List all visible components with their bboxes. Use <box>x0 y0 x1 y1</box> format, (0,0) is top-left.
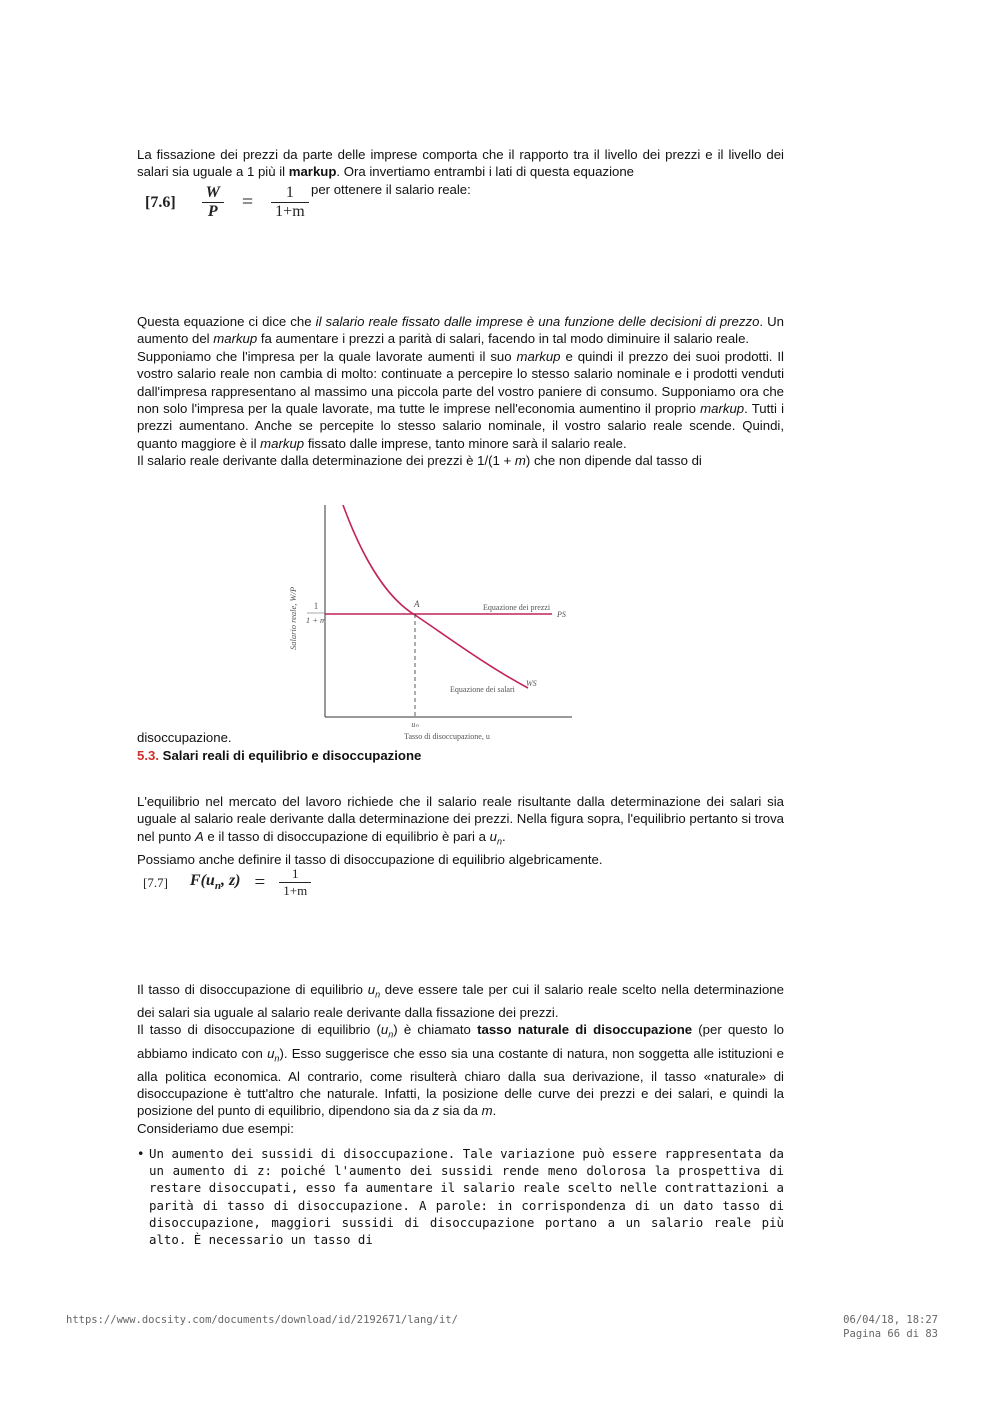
equation-7-6 <box>145 184 309 221</box>
bullet-mark: • <box>137 1146 145 1161</box>
footer-url: https://www.docsity.com/documents/download/id/2192671/lang/it/ <box>66 1314 458 1326</box>
equation-tag: [7.7] <box>143 874 168 890</box>
paragraph-examples-intro: Consideriamo due esempi: <box>137 1120 294 1136</box>
fraction-one-over-markup <box>271 184 308 221</box>
bullet-item-sussidi <box>137 1145 784 1248</box>
section-heading <box>137 747 784 764</box>
footer-date: 06/04/18, 18:27 <box>843 1314 938 1326</box>
text: La fissazione dei prezzi da parte delle imprese comporta che il rapporto tra il livello dei prezzi e il livello dei salari sia uguale a 1 più il <box>137 147 784 180</box>
paragraph-real-wage: Il salario reale derivante dalla determinazione dei prezzi è 1/(1 + m) che non dipende dal tasso di <box>137 453 702 469</box>
paragraph-disoccupazione: disoccupazione. <box>137 730 232 745</box>
footer-page-number: Pagina 66 di 83 <box>843 1328 938 1340</box>
y-tick-denominator: 1 + m <box>305 615 327 625</box>
section-title: Salari reali di equilibrio e disoccupazione <box>159 748 422 763</box>
y-tick-numerator: 1 <box>313 601 319 611</box>
denominator: 1+m <box>271 202 308 221</box>
italic-text: il salario reale fissato dalle imprese è una funzione delle decisioni di prezzo <box>315 314 760 329</box>
paragraph-equilibrium: L'equilibrio nel mercato del lavoro richiede che il salario reale risultante dalla determinazione dei salari sia uguale al salario reale derivante dalla determinazione dei prezzi. Nella figura sopra, l'equilibrio pertanto si trova nel punto A e il tasso di disoccupazione di equilibrio è pari a $u_n$. Possiamo anche definire il tasso di disoccupazione di equilibrio algebricamente. <box>137 794 784 867</box>
equation-tag: [7.6] <box>145 193 176 211</box>
text: Questa equazione ci dice che <box>137 314 316 329</box>
x-tick-un: uₙ <box>411 720 419 729</box>
ps-tag: PS <box>557 610 566 619</box>
y-axis-label: Salario reale, W/P <box>288 586 298 650</box>
equals-sign: = <box>241 191 254 213</box>
paragraph-natural-rate-definition: Il tasso di disoccupazione di equilibrio $(u_n)$ è chiamato tasso naturale di disoccupazione (per questo lo abbiamo indicato con $u_n$). Esso suggerisce che esso sia una costante di natura, non soggetta alle istituzioni e alla politica economica. Al contrario, come risulterà chiaro dalla sua derivazione, il tasso «naturale» di disoccupazione è tutt'altro che naturale. Infatti, la posizione delle curve dei prezzi e dei salari, e quindi la posizione del punto di equilibrio, dipendono sia da z sia da m. <box>137 1022 785 1119</box>
ws-label: Equazione dei salari <box>450 685 515 694</box>
numerator: 1 <box>285 184 294 201</box>
point-a-label: A <box>414 599 420 609</box>
fraction-one-over-markup: $\frac{1}{1+m}$ <box>279 866 311 899</box>
wage-price-figure <box>280 505 580 745</box>
bullet-text: Un aumento dei sussidi di disoccupazione. Tale variazione può essere rappresentata da un aumento di z: poiché l'aumento dei sussidi rende meno dolorosa la prospettiva di restare disoccupati, esso fa aumentare il salario reale scelto nelle contrattazioni a parità di tasso di disoccupazione. A parole: in corrispondenza di un dato tasso di disoccupazione, maggiori sussidi di disoccupazione portano a un salario reale più alto. È necessario un tasso di <box>149 1146 784 1248</box>
equals-sign: = <box>254 871 266 893</box>
fraction-w-over-p <box>202 184 224 221</box>
equation-trailing-text: per ottenere il salario reale: <box>311 182 471 197</box>
ws-curve <box>343 505 528 688</box>
paragraph-markup-effect <box>137 313 784 470</box>
equation-7-7 <box>143 866 311 899</box>
equation-lhs: $F(u_n$, z) <box>189 872 241 893</box>
bold-term: markup <box>288 164 337 180</box>
ps-label: Equazione dei prezzi <box>483 603 551 612</box>
section-number: 5.3. <box>137 748 159 763</box>
numerator: W <box>205 184 220 201</box>
text: fa aumentare i prezzi a parità di salari, facendo in tal modo diminuire il salario reale. <box>257 331 750 347</box>
paragraph-intro <box>137 146 784 181</box>
paragraph-natural-rate: Il tasso di disoccupazione di equilibrio $u_n$ deve essere tale per cui il salario reale scelto nella determinazione dei salari sia uguale al salario reale derivante dalla fissazione dei prezzi. Il tasso di disoccupazione di equilibrio $(u_n)$ è chiamato tasso naturale di disoccupazione (per questo lo abbiamo indicato con $u_n$). Esso suggerisce che esso sia una costante di natura, non soggetta alle istituzioni e alla politica economica. Al contrario, come risulterà chiaro dalla sua derivazione, il tasso «naturale» di disoccupazione è tutt'altro che naturale. Infatti, la posizione delle curve dei prezzi e dei salari, e quindi la posizione del punto di equilibrio, dipendono sia da z sia da m. Consideriamo due esempi: <box>137 982 785 1136</box>
denominator: P <box>202 202 224 221</box>
ws-tag: WS <box>526 679 537 688</box>
italic-term: markup <box>213 331 258 347</box>
text: . Un aumento del <box>137 314 784 347</box>
x-axis-label: Tasso di disoccupazione, u <box>404 732 490 741</box>
paragraph-example: Supponiamo che l'impresa per la quale lavorate aumenti il suo markup e quindi il prezzo dei suoi prodotti. Il vostro salario reale non cambia di molto: continuate a percepire lo stesso salario nominale e i prodotti venduti dall'impresa rappresentano al massimo una piccola parte del vostro paniere di consumo. Supponiamo ora che non solo l'impresa per la quale lavorate, ma tutte le imprese nell'economia aumentino il proprio markup. Tutti i prezzi aumentano. Anche se percepite lo stesso salario nominale, il vostro salario reale scende. Quindi, quanto maggiore è il markup fissato dalle imprese, tanto minore sarà il salario reale. <box>137 348 784 451</box>
paragraph-algebraic: Possiamo anche definire il tasso di disoccupazione di equilibrio algebricamente. <box>137 851 603 867</box>
text: . Ora invertiamo entrambi i lati di questa equazione <box>336 164 634 180</box>
